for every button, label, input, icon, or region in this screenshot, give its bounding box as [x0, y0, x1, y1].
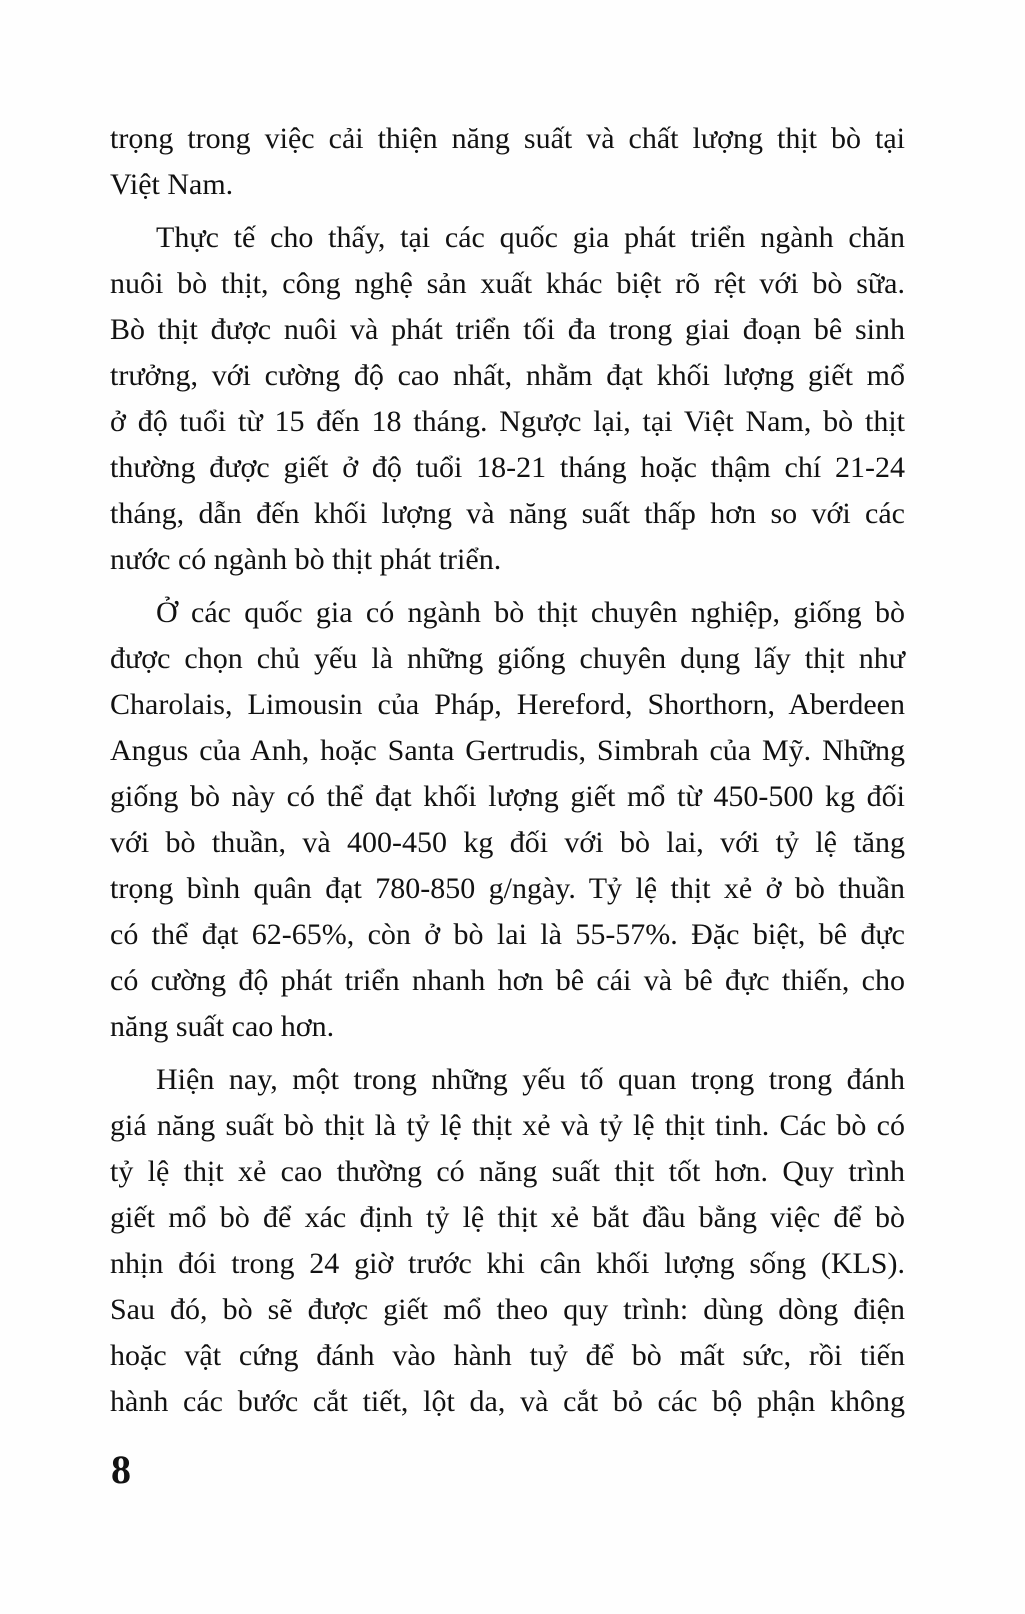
page-number: 8 [111, 1447, 131, 1492]
text-line: trọng trong việc cải thiện năng suất và chất lượng thịt bò tại [110, 122, 905, 155]
text-line: Thực tế cho thấy, tại các quốc gia phát triển ngành chăn [156, 221, 905, 254]
text-line: với bò thuần, và 400-450 kg đối với bò lai, với tỷ lệ tăng [110, 826, 905, 859]
paragraph [110, 1057, 905, 1425]
text-line: giết mổ bò để xác định tỷ lệ thịt xẻ bắt đầu bằng việc để bò [110, 1201, 905, 1234]
text-line: tháng, dẫn đến khối lượng và năng suất thấp hơn so với các [110, 497, 905, 530]
text-line: ở độ tuổi từ 15 đến 18 tháng. Ngược lại, tại Việt Nam, bò thịt [110, 405, 905, 438]
text-line: có thể đạt 62-65%, còn ở bò lai là 55-57%. Đặc biệt, bê đực [110, 918, 905, 951]
text-line: Sau đó, bò sẽ được giết mổ theo quy trình: dùng dòng điện [110, 1293, 905, 1326]
text-line: Angus của Anh, hoặc Santa Gertrudis, Simbrah của Mỹ. Những [110, 734, 905, 767]
text-line: có cường độ phát triển nhanh hơn bê cái và bê đực thiến, cho [110, 964, 905, 997]
text-line: nuôi bò thịt, công nghệ sản xuất khác biệt rõ rệt với bò sữa. [110, 267, 905, 300]
text-line: năng suất cao hơn. [110, 1010, 335, 1043]
text-line: trưởng, với cường độ cao nhất, nhằm đạt khối lượng giết mổ [110, 359, 905, 392]
text-line: Việt Nam. [110, 168, 234, 201]
page-text [110, 116, 905, 1425]
text-line: tỷ lệ thịt xẻ cao thường có năng suất thịt tốt hơn. Quy trình [110, 1155, 905, 1188]
text-line: hoặc vật cứng đánh vào hành tuỷ để bò mất sức, rồi tiến [110, 1339, 905, 1372]
text-line: Charolais, Limousin của Pháp, Hereford, Shorthorn, Aberdeen [110, 688, 905, 721]
paragraph [110, 590, 905, 1050]
text-line: được chọn chủ yếu là những giống chuyên dụng lấy thịt như [110, 642, 905, 675]
text-line: Ở các quốc gia có ngành bò thịt chuyên nghiệp, giống bò [156, 596, 905, 629]
text-line: thường được giết ở độ tuổi 18-21 tháng hoặc thậm chí 21-24 [110, 451, 905, 484]
text-line: giống bò này có thể đạt khối lượng giết mổ từ 450-500 kg đối [110, 780, 905, 813]
text-line: nước có ngành bò thịt phát triển. [110, 543, 502, 576]
text-line: Bò thịt được nuôi và phát triển tối đa trong giai đoạn bê sinh [110, 313, 905, 346]
text-line: nhịn đói trong 24 giờ trước khi cân khối lượng sống (KLS). [110, 1247, 905, 1280]
text-line: trọng bình quân đạt 780-850 g/ngày. Tỷ lệ thịt xẻ ở bò thuần [110, 872, 905, 905]
paragraph [110, 116, 905, 208]
text-line: hành các bước cắt tiết, lột da, và cắt bỏ các bộ phận không [110, 1385, 905, 1418]
text-line: giá năng suất bò thịt là tỷ lệ thịt xẻ và tỷ lệ thịt tinh. Các bò có [110, 1109, 905, 1142]
paragraph [110, 215, 905, 583]
text-line: Hiện nay, một trong những yếu tố quan trọng trong đánh [156, 1063, 905, 1096]
